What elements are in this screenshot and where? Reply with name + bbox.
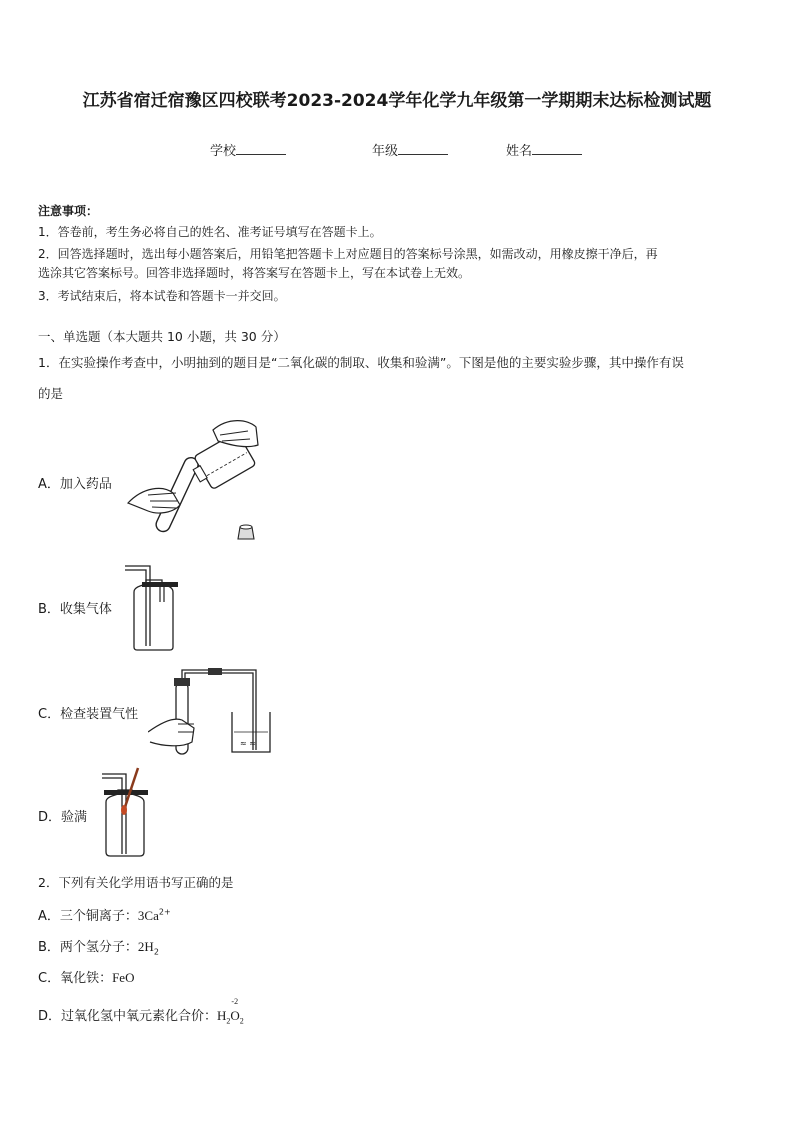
question-1-stem: 1．在实验操作考查中，小明抽到的题目是“二氧化碳的制取、收集和验满”。下图是他的主要实验步骤，其中操作有误 xyxy=(38,355,684,370)
grade-blank[interactable] xyxy=(398,142,448,155)
q1-option-a: A．加入药品 xyxy=(38,477,112,492)
notice-heading: 注意事项： xyxy=(38,204,99,218)
notice-item-2-cont: 选涂其它答案标号。回答非选择题时，将答案写在答题卡上，写在本试卷上无效。 xyxy=(38,266,471,280)
grade-field xyxy=(372,140,448,159)
q2-option-b-label: B．两个氢分子： xyxy=(38,940,138,955)
check-airtightness-figure xyxy=(148,662,273,762)
notice-item-3: 3．考试结束后，将本试卷和答题卡一并交回。 xyxy=(38,289,286,303)
formula-o-group xyxy=(230,997,240,1024)
q2-option-a-label: A．三个铜离子： xyxy=(38,909,138,924)
formula-o-subscript: 2 xyxy=(239,1016,244,1026)
page-title: 江苏省宿迁宿豫区四校联考2023-2024学年化学九年级第一学期期末达标检测试题 xyxy=(82,91,712,111)
notice-item-2: 2．回答选择题时，选出每小题答案后，用铅笔把答题卡上对应题目的答案标号涂黑，如需改动，用橡皮擦干净后，再 xyxy=(38,247,658,261)
collect-gas-figure xyxy=(120,562,190,657)
q2-option-b-formula: 2H xyxy=(137,939,154,954)
formula-h-subscript: 2 xyxy=(226,1016,231,1026)
q2-option-c-label: C．氧化铁： xyxy=(38,971,113,986)
notice-item-1: 1．答卷前，考生务必将自己的姓名、准考证号填写在答题卡上。 xyxy=(38,225,382,239)
q2-option-c-formula: FeO xyxy=(112,970,135,985)
name-blank[interactable] xyxy=(532,142,582,155)
q2-option-b-subscript: 2 xyxy=(153,947,159,957)
name-field xyxy=(506,140,582,159)
q2-option-c xyxy=(38,967,134,986)
add-reagent-figure xyxy=(118,415,268,545)
question-1-stem-cont: 的是 xyxy=(38,386,64,401)
q2-option-a-formula: 3Ca xyxy=(137,908,159,923)
formula-o-valence: -2 xyxy=(231,997,239,1006)
formula-h: H xyxy=(217,1008,227,1023)
q2-option-a-charge: 2+ xyxy=(158,907,171,917)
grade-label: 年级 xyxy=(372,144,399,159)
q2-option-d-label: D．过氧化氢中氧元素化合价： xyxy=(38,1009,218,1024)
school-label: 学校 xyxy=(210,144,237,159)
q1-option-d: D．验满 xyxy=(38,810,88,825)
verify-full-figure xyxy=(96,764,156,864)
school-field xyxy=(210,140,286,159)
q2-option-a xyxy=(38,905,171,924)
question-2-stem: 2．下列有关化学用语书写正确的是 xyxy=(38,875,234,890)
formula-o: O xyxy=(230,1008,240,1023)
section-heading: 一、单选题（本大题共 10 小题，共 30 分） xyxy=(38,329,286,344)
q1-option-c: C．检查装置气性 xyxy=(38,707,139,722)
q1-option-b: B．收集气体 xyxy=(38,602,112,617)
q2-option-b xyxy=(38,936,159,957)
q2-option-d-formula xyxy=(217,997,244,1026)
svg-text:≈ ≈: ≈ ≈ xyxy=(240,739,256,748)
name-label: 姓名 xyxy=(506,144,533,159)
q2-option-d xyxy=(38,997,244,1026)
school-blank[interactable] xyxy=(236,142,286,155)
